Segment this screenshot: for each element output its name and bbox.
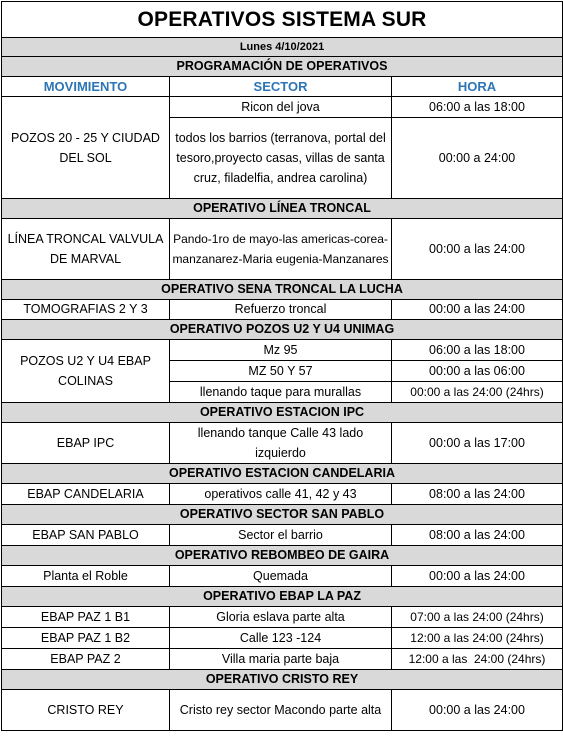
section-row <box>2 670 563 690</box>
hora-cell: 12:00 a las 24:00 (24hrs) <box>392 628 563 649</box>
movimiento-cell: CRISTO REY <box>2 690 170 731</box>
movimiento-cell: Planta el Roble <box>2 566 170 587</box>
sector-cell: Mz 95 <box>170 340 392 361</box>
sector-cell: llenando tanque Calle 43 lado izquierdo <box>170 423 392 464</box>
table-row <box>2 566 563 587</box>
table-row <box>2 628 563 649</box>
hora-cell: 00:00 a las 17:00 <box>392 423 563 464</box>
table-row <box>2 300 563 320</box>
table-row <box>2 484 563 505</box>
sector-cell: Pando-1ro de mayo-las americas-corea-manzanarez-Maria eugenia-Manzanares <box>170 219 392 280</box>
sector-cell: todos los barrios (terranova, portal del tesoro,proyecto casas, villas de santa cruz, filadelfia, andrea carolina) <box>170 118 392 199</box>
movimiento-cell: EBAP PAZ 1 B2 <box>2 628 170 649</box>
section-row <box>2 199 563 219</box>
sector-cell: Cristo rey sector Macondo parte alta <box>170 690 392 731</box>
section-ebap-la-paz: OPERATIVO EBAP LA PAZ <box>2 587 563 607</box>
section-linea-troncal: OPERATIVO LÍNEA TRONCAL <box>2 199 563 219</box>
sector-cell: Refuerzo troncal <box>170 300 392 320</box>
section-san-pablo: OPERATIVO SECTOR SAN PABLO <box>2 505 563 525</box>
operativos-table <box>1 1 563 731</box>
section-pozos-u2-u4: OPERATIVO POZOS U2 Y U4 UNIMAG <box>2 320 563 340</box>
hora-cell: 00:00 a las 24:00 <box>392 690 563 731</box>
section-rebombeo-gaira: OPERATIVO REBOMBEO DE GAIRA <box>2 546 563 566</box>
movimiento-cell: EBAP IPC <box>2 423 170 464</box>
section-row <box>2 403 563 423</box>
movimiento-cell: LÍNEA TRONCAL VALVULA DE MARVAL <box>2 219 170 280</box>
page-title: OPERATIVOS SISTEMA SUR <box>2 2 563 38</box>
hora-cell: 00:00 a las 24:00 <box>392 219 563 280</box>
hora-cell: 00:00 a las 24:00 <box>392 300 563 320</box>
movimiento-cell: POZOS U2 Y U4 EBAP COLINAS <box>2 340 170 403</box>
sector-cell: Gloria eslava parte alta <box>170 607 392 628</box>
sector-cell: Quemada <box>170 566 392 587</box>
title-row <box>2 2 563 38</box>
section-row <box>2 320 563 340</box>
column-header-row <box>2 77 563 97</box>
hora-cell: 00:00 a las 24:00 <box>392 566 563 587</box>
section-estacion-ipc: OPERATIVO ESTACION IPC <box>2 403 563 423</box>
section-row <box>2 587 563 607</box>
movimiento-cell: POZOS 20 - 25 Y CIUDAD DEL SOL <box>2 97 170 199</box>
sector-cell: llenando taque para murallas <box>170 382 392 403</box>
sector-cell: Sector el barrio <box>170 525 392 546</box>
hora-cell: 08:00 a las 24:00 <box>392 525 563 546</box>
movimiento-cell: TOMOGRAFIAS 2 Y 3 <box>2 300 170 320</box>
section-row <box>2 505 563 525</box>
movimiento-cell: EBAP PAZ 1 B1 <box>2 607 170 628</box>
section-row <box>2 546 563 566</box>
table-row <box>2 340 563 361</box>
hora-cell: 08:00 a las 24:00 <box>392 484 563 505</box>
column-header-movimiento: MOVIMIENTO <box>2 77 170 97</box>
table-row <box>2 649 563 670</box>
sector-cell: Ricon del jova <box>170 97 392 118</box>
date-row <box>2 38 563 57</box>
hora-cell: 00:00 a las 24:00 (24hrs) <box>392 382 563 403</box>
sector-cell: Villa maria parte baja <box>170 649 392 670</box>
sector-cell: Calle 123 -124 <box>170 628 392 649</box>
section-row <box>2 464 563 484</box>
section-cristo-rey: OPERATIVO CRISTO REY <box>2 670 563 690</box>
table-row <box>2 525 563 546</box>
sector-cell: MZ 50 Y 57 <box>170 361 392 382</box>
movimiento-cell: EBAP CANDELARIA <box>2 484 170 505</box>
movimiento-cell: EBAP PAZ 2 <box>2 649 170 670</box>
hora-cell: 12:00 a las 24:00 (24hrs) <box>392 649 563 670</box>
hora-cell: 06:00 a las 18:00 <box>392 340 563 361</box>
section-row <box>2 57 563 77</box>
section-row <box>2 280 563 300</box>
hora-cell: 06:00 a las 18:00 <box>392 97 563 118</box>
table-row <box>2 607 563 628</box>
column-header-sector: SECTOR <box>170 77 392 97</box>
table-row <box>2 423 563 464</box>
column-header-hora: HORA <box>392 77 563 97</box>
hora-cell: 07:00 a las 24:00 (24hrs) <box>392 607 563 628</box>
section-programacion: PROGRAMACIÓN DE OPERATIVOS <box>2 57 563 77</box>
table-row <box>2 97 563 118</box>
sector-cell: operativos calle 41, 42 y 43 <box>170 484 392 505</box>
table-row <box>2 690 563 731</box>
section-sena-troncal: OPERATIVO SENA TRONCAL LA LUCHA <box>2 280 563 300</box>
hora-cell: 00:00 a las 06:00 <box>392 361 563 382</box>
table-row <box>2 219 563 280</box>
movimiento-cell: EBAP SAN PABLO <box>2 525 170 546</box>
date-label: Lunes 4/10/2021 <box>2 38 563 57</box>
hora-cell: 00:00 a 24:00 <box>392 118 563 199</box>
section-estacion-candelaria: OPERATIVO ESTACION CANDELARIA <box>2 464 563 484</box>
